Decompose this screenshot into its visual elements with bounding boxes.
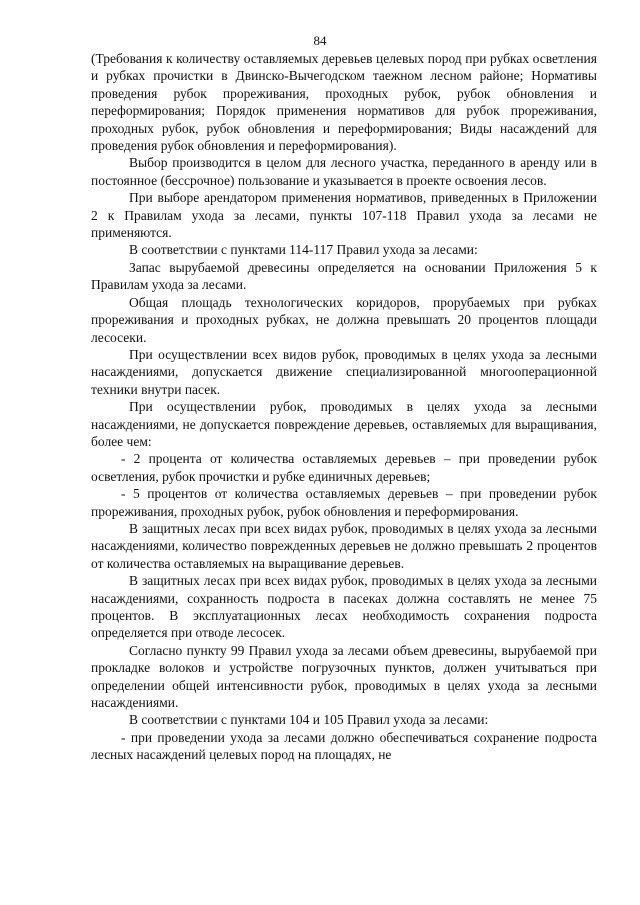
paragraph: В соответствии с пунктами 104 и 105 Правил ухода за лесами: <box>129 712 489 728</box>
list-item: - 5 процентов от количества оставляемых деревьев – при проведении рубок прореживания, проходных рубок, рубок обновления и переформирования. <box>91 486 597 519</box>
list-item: - 2 процента от количества оставляемых деревьев – при проведении рубок осветления, рубок прочистки и рубке единичных деревьев; <box>91 451 597 484</box>
list-item: - при проведении ухода за лесами должно обеспечиваться сохранение подроста лесных насаждений целевых пород на площадях, не <box>91 729 597 763</box>
paragraph: Запас вырубаемой древесины определяется на основании Приложения 5 к Правилам ухода за лесами. <box>91 259 597 293</box>
paragraph: Общая площадь технологических коридоров, прорубаемых при рубках прореживания и проходных рубках, не должна превышать 20 процентов площади лесосеки. <box>91 294 597 345</box>
page-number: 84 <box>313 33 327 48</box>
paragraph: При осуществлении рубок, проводимых в целях ухода за лесными насаждениями, не допускается повреждение деревьев, оставляемых для выращивания, более чем: <box>91 399 597 449</box>
document-body <box>91 50 597 764</box>
paragraph: В соответствии с пунктами 114-117 Правил ухода за лесами: <box>129 242 478 258</box>
paragraph: При осуществлении всех видов рубок, проводимых в целях ухода за лесными насаждениями, допускается движение специализированной многооперационной техники внутри пасек. <box>91 346 597 397</box>
paragraph: Выбор производится в целом для лесного участка, переданного в аренду или в постоянное (бессрочное) пользование и указывается в проекте освоения лесов. <box>91 155 597 188</box>
paragraph: Согласно пункту 99 Правил ухода за лесами объем древесины, вырубаемой при прокладке волоков и устройстве погрузочных пунктов, должен учитываться при определении общей интенсивности рубок, проводимых в целях ухода за лесными насаждениями. <box>91 642 597 711</box>
paragraph: При выборе арендатором применения нормативов, приведенных в Приложении 2 к Правилам ухода за лесами, пункты 107-118 Правил ухода за лесами не применяются. <box>91 190 597 241</box>
paragraph: (Требования к количеству оставляемых деревьев целевых пород при рубках осветления и рубках прочистки в Двинско-Вычегодском таежном лесном районе; Нормативы проведения рубок прореживания, проходных рубок, рубок обновления и переформирования; Порядок применения нормативов для рубок прореживания, проходных рубок, рубок обновления и переформирования; Виды насаждений для проведения рубок обновления и переформирования). <box>91 51 597 154</box>
paragraph: В защитных лесах при всех видах рубок, проводимых в целях ухода за лесными насаждениями, сохранность подроста в пасеках должна составлять не менее 75 процентов. В эксплуатационных лесах необходимость сохранения подроста определяется при отводе лесосек. <box>91 573 597 641</box>
paragraph: В защитных лесах при всех видах рубок, проводимых в целях ухода за лесными насаждениями, количество поврежденных деревьев не должно превышать 2 процентов от количества оставляемых на выращивание деревьев. <box>91 520 597 571</box>
